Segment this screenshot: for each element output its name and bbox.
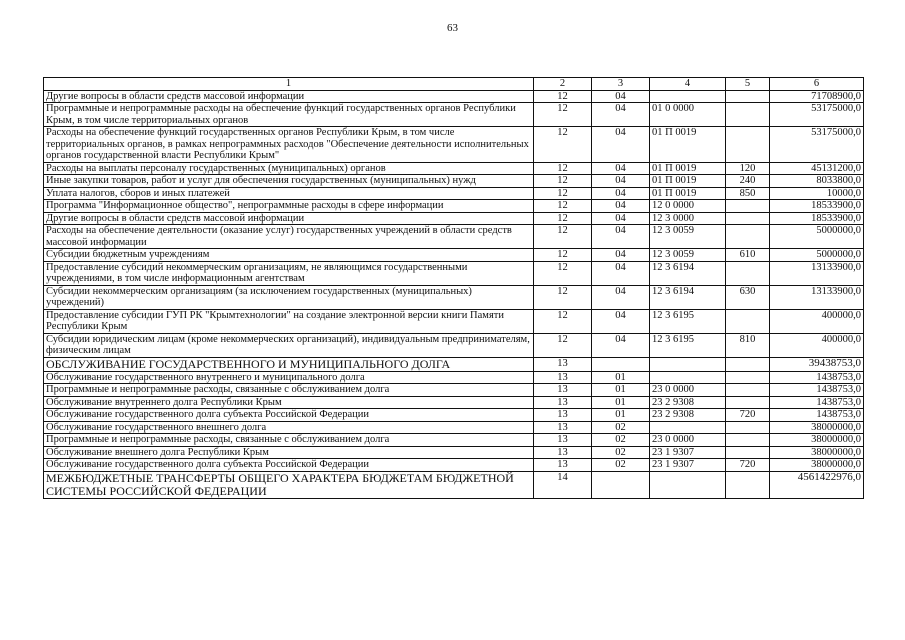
table-row [44,103,864,127]
section-code-cell: 12 [534,249,592,262]
section-code-cell: 13 [534,396,592,409]
table-row [44,175,864,188]
section-code-cell: 12 [534,127,592,163]
target-article-code-cell: 12 0 0000 [650,200,726,213]
target-article-code-cell: 23 1 9307 [650,446,726,459]
section-code-cell: 12 [534,175,592,188]
subsection-code-cell: 04 [592,162,650,175]
column-header: 2 [534,78,592,91]
section-code-cell: 13 [534,434,592,447]
row-name-cell: ОБСЛУЖИВАНИЕ ГОСУДАРСТВЕННОГО И МУНИЦИПАЛЬНОГО ДОЛГА [44,357,534,371]
column-header: 1 [44,78,534,91]
expense-type-code-cell [726,471,770,498]
row-name-cell: Другие вопросы в области средств массовой информации [44,90,534,103]
target-article-code-cell [650,421,726,434]
section-code-cell: 13 [534,384,592,397]
expense-type-code-cell [726,371,770,384]
row-name-cell: Предоставление субсидий некоммерческим организациям, не являющимся государственными учреждениями, в том числе информационным агентствам [44,261,534,285]
amount-cell: 18533900,0 [770,212,864,225]
expense-type-code-cell [726,384,770,397]
amount-cell: 10000,0 [770,187,864,200]
target-article-code-cell: 23 0 0000 [650,384,726,397]
table-row [44,249,864,262]
subsection-code-cell: 04 [592,187,650,200]
target-article-code-cell [650,471,726,498]
table-row [44,200,864,213]
expense-type-code-cell [726,446,770,459]
section-code-cell: 14 [534,471,592,498]
expense-type-code-cell [726,396,770,409]
table-row [44,225,864,249]
subsection-code-cell: 02 [592,434,650,447]
expense-type-code-cell: 240 [726,175,770,188]
row-name-cell: Обслуживание государственного долга субъекта Российской Федерации [44,459,534,472]
expense-type-code-cell [726,127,770,163]
section-code-cell: 13 [534,459,592,472]
target-article-code-cell: 23 1 9307 [650,459,726,472]
row-name-cell: Программа "Информационное общество", непрограммные расходы в сфере информации [44,200,534,213]
target-article-code-cell: 01 0 0000 [650,103,726,127]
row-name-cell: Расходы на обеспечение деятельности (оказание услуг) государственных учреждений в области средств массовой информации [44,225,534,249]
amount-cell: 1438753,0 [770,409,864,422]
subsection-code-cell: 02 [592,421,650,434]
section-code-cell: 12 [534,261,592,285]
target-article-code-cell [650,357,726,371]
table-row [44,309,864,333]
subsection-code-cell [592,357,650,371]
section-code-cell: 12 [534,200,592,213]
expense-type-code-cell: 630 [726,285,770,309]
row-name-cell: Программные и непрограммные расходы, связанные с обслуживанием долга [44,434,534,447]
column-header: 3 [592,78,650,91]
subsection-code-cell: 04 [592,333,650,357]
section-code-cell: 12 [534,212,592,225]
table-row [44,434,864,447]
row-name-cell: Программные и непрограммные расходы, связанные с обслуживанием долга [44,384,534,397]
subsection-code-cell: 04 [592,261,650,285]
subsection-code-cell: 04 [592,249,650,262]
table-row [44,212,864,225]
target-article-code-cell [650,90,726,103]
table-row [44,409,864,422]
row-name-cell: Расходы на выплаты персоналу государственных (муниципальных) органов [44,162,534,175]
expense-type-code-cell: 850 [726,187,770,200]
row-name-cell: Обслуживание внешнего долга Республики Крым [44,446,534,459]
target-article-code-cell: 01 П 0019 [650,187,726,200]
amount-cell: 71708900,0 [770,90,864,103]
amount-cell: 400000,0 [770,309,864,333]
expense-type-code-cell: 610 [726,249,770,262]
target-article-code-cell: 12 3 0059 [650,225,726,249]
target-article-code-cell: 23 2 9308 [650,409,726,422]
section-code-cell: 13 [534,371,592,384]
section-code-cell: 12 [534,187,592,200]
table-row [44,371,864,384]
column-number-row [44,78,864,91]
target-article-code-cell: 12 3 0000 [650,212,726,225]
row-name-cell: Обслуживание внутреннего долга Республики Крым [44,396,534,409]
section-code-cell: 12 [534,162,592,175]
table-row [44,421,864,434]
amount-cell: 1438753,0 [770,396,864,409]
subsection-code-cell: 04 [592,175,650,188]
expense-type-code-cell [726,261,770,285]
expense-type-code-cell [726,309,770,333]
target-article-code-cell: 12 3 6194 [650,261,726,285]
row-name-cell: Обслуживание государственного внутреннего и муниципального долга [44,371,534,384]
expense-type-code-cell: 720 [726,459,770,472]
expense-type-code-cell: 120 [726,162,770,175]
budget-table [43,77,864,499]
amount-cell: 18533900,0 [770,200,864,213]
column-header: 6 [770,78,864,91]
table-row [44,446,864,459]
table-row [44,357,864,371]
amount-cell: 13133900,0 [770,261,864,285]
table-row [44,459,864,472]
column-header: 5 [726,78,770,91]
subsection-code-cell: 04 [592,225,650,249]
subsection-code-cell: 01 [592,384,650,397]
section-code-cell: 12 [534,103,592,127]
row-name-cell: Программные и непрограммные расходы на обеспечение функций государственных органов Республики Крым, в том числе территориальных органов [44,103,534,127]
table-row [44,90,864,103]
expense-type-code-cell: 720 [726,409,770,422]
row-name-cell: Уплата налогов, сборов и иных платежей [44,187,534,200]
target-article-code-cell: 01 П 0019 [650,175,726,188]
target-article-code-cell: 01 П 0019 [650,162,726,175]
target-article-code-cell: 12 3 6195 [650,309,726,333]
expense-type-code-cell [726,357,770,371]
row-name-cell: Иные закупки товаров, работ и услуг для обеспечения государственных (муниципальных) нужд [44,175,534,188]
row-name-cell: Расходы на обеспечение функций государственных органов Республики Крым, в том числе территориальных органов, в рамках непрограммных расходов "Обеспечение деятельности исполнительных органов государственной власти Республики Крым" [44,127,534,163]
subsection-code-cell: 04 [592,200,650,213]
subsection-code-cell: 02 [592,446,650,459]
amount-cell: 38000000,0 [770,434,864,447]
row-name-cell: Другие вопросы в области средств массовой информации [44,212,534,225]
table-row [44,187,864,200]
subsection-code-cell: 04 [592,103,650,127]
section-code-cell: 12 [534,333,592,357]
subsection-code-cell: 04 [592,309,650,333]
amount-cell: 5000000,0 [770,249,864,262]
column-header: 4 [650,78,726,91]
amount-cell: 38000000,0 [770,421,864,434]
subsection-code-cell: 02 [592,459,650,472]
table-row [44,384,864,397]
row-name-cell: Субсидии бюджетным учреждениям [44,249,534,262]
subsection-code-cell: 01 [592,409,650,422]
amount-cell: 400000,0 [770,333,864,357]
amount-cell: 13133900,0 [770,285,864,309]
table-row [44,333,864,357]
amount-cell: 45131200,0 [770,162,864,175]
target-article-code-cell: 01 П 0019 [650,127,726,163]
expense-type-code-cell [726,212,770,225]
amount-cell: 5000000,0 [770,225,864,249]
row-name-cell: Обслуживание государственного долга субъекта Российской Федерации [44,409,534,422]
subsection-code-cell: 04 [592,285,650,309]
expense-type-code-cell [726,200,770,213]
section-code-cell: 13 [534,357,592,371]
amount-cell: 1438753,0 [770,371,864,384]
section-code-cell: 13 [534,446,592,459]
amount-cell: 53175000,0 [770,127,864,163]
section-code-cell: 12 [534,309,592,333]
subsection-code-cell: 01 [592,396,650,409]
row-name-cell: Обслуживание государственного внешнего долга [44,421,534,434]
table-row [44,285,864,309]
expense-type-code-cell [726,103,770,127]
row-name-cell: Субсидии юридическим лицам (кроме некоммерческих организаций), индивидуальным предпринимателям, физическим лицам [44,333,534,357]
target-article-code-cell: 23 2 9308 [650,396,726,409]
section-code-cell: 13 [534,421,592,434]
target-article-code-cell: 12 3 6194 [650,285,726,309]
amount-cell: 8033800,0 [770,175,864,188]
expense-type-code-cell [726,225,770,249]
target-article-code-cell [650,371,726,384]
amount-cell: 38000000,0 [770,459,864,472]
target-article-code-cell: 12 3 0059 [650,249,726,262]
section-code-cell: 12 [534,90,592,103]
section-code-cell: 12 [534,225,592,249]
subsection-code-cell: 01 [592,371,650,384]
row-name-cell: МЕЖБЮДЖЕТНЫЕ ТРАНСФЕРТЫ ОБЩЕГО ХАРАКТЕРА БЮДЖЕТАМ БЮДЖЕТНОЙ СИСТЕМЫ РОССИЙСКОЙ ФЕДЕРАЦИИ [44,471,534,498]
amount-cell: 38000000,0 [770,446,864,459]
section-code-cell: 13 [534,409,592,422]
expense-type-code-cell [726,90,770,103]
table-row [44,261,864,285]
amount-cell: 53175000,0 [770,103,864,127]
expense-type-code-cell [726,434,770,447]
subsection-code-cell: 04 [592,90,650,103]
expense-type-code-cell: 810 [726,333,770,357]
table-row [44,127,864,163]
amount-cell: 1438753,0 [770,384,864,397]
page-number: 63 [447,22,458,34]
amount-cell: 4561422976,0 [770,471,864,498]
amount-cell: 39438753,0 [770,357,864,371]
subsection-code-cell [592,471,650,498]
row-name-cell: Субсидии некоммерческим организациям (за исключением государственных (муниципальных) учреждений) [44,285,534,309]
subsection-code-cell: 04 [592,212,650,225]
table-row [44,162,864,175]
subsection-code-cell: 04 [592,127,650,163]
table-row [44,396,864,409]
target-article-code-cell: 12 3 6195 [650,333,726,357]
expense-type-code-cell [726,421,770,434]
target-article-code-cell: 23 0 0000 [650,434,726,447]
table-row [44,471,864,498]
section-code-cell: 12 [534,285,592,309]
row-name-cell: Предоставление субсидии ГУП РК "Крымтехнологии" на создание электронной версии книги Памяти Республики Крым [44,309,534,333]
